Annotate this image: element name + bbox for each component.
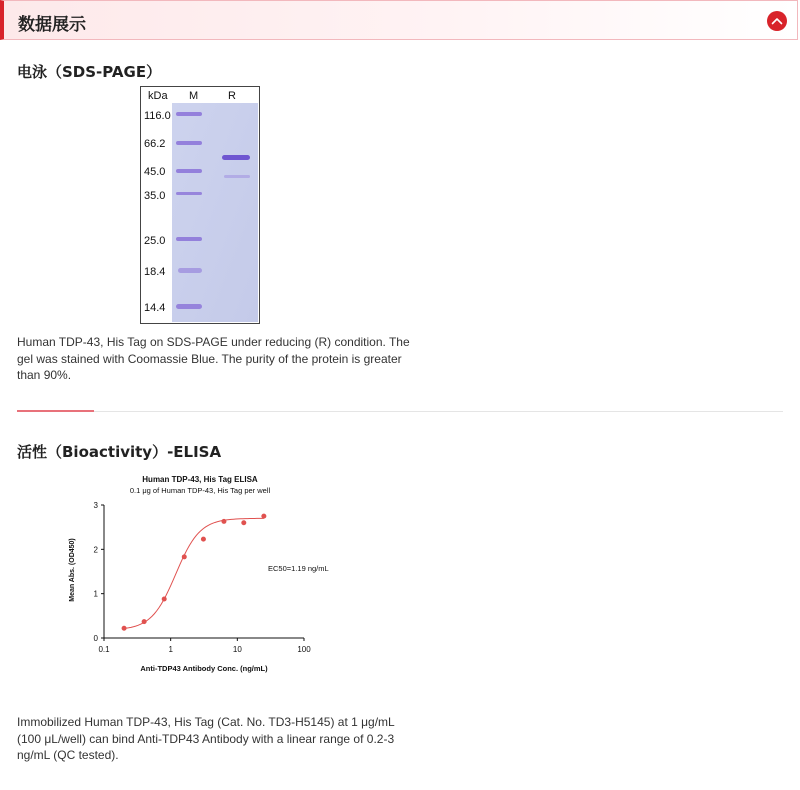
sds-page-title: 电泳（SDS-PAGE） (17, 63, 162, 81)
data-point (122, 626, 127, 631)
elisa-caption (17, 714, 395, 764)
y-tick-label: 1 (93, 589, 98, 599)
y-tick-label: 0 (93, 634, 98, 643)
collapse-button[interactable] (767, 11, 787, 31)
y-tick-label: 3 (93, 501, 98, 510)
x-tick-label: 100 (297, 645, 311, 654)
caption-line: gel was stained with Coomassie Blue. The purity of the protein is greater (17, 351, 402, 366)
fit-curve (124, 518, 264, 628)
sds-page-gel-image (140, 86, 260, 329)
marker-label: 45.0 (144, 166, 166, 178)
data-point (221, 519, 226, 524)
marker-label: 35.0 (144, 190, 166, 202)
x-tick-label: 0.1 (98, 645, 110, 654)
section-divider-accent (17, 410, 94, 412)
lane-label-r: R (228, 90, 236, 102)
lane-label-m: M (189, 90, 199, 102)
x-axis-label: Anti-TDP43 Antibody Conc. (ng/mL) (140, 664, 268, 673)
data-display-header (0, 0, 798, 40)
header-title: 数据展示 (18, 15, 86, 35)
caption-line: Human TDP-43, His Tag on SDS-PAGE under reducing (R) condition. The (17, 335, 410, 349)
elisa-chart (60, 468, 329, 683)
marker-label: 116.0 (144, 110, 171, 122)
y-axis-label: Mean Abs. (OD450) (69, 538, 76, 602)
gel-unit-label: kDa (148, 90, 168, 102)
x-tick-label: 1 (168, 645, 173, 654)
data-point (241, 520, 246, 525)
sds-page-caption (17, 334, 410, 384)
section-divider (17, 411, 783, 412)
chart-title: Human TDP-43, His Tag ELISA (142, 475, 258, 484)
marker-label: 14.4 (144, 302, 166, 314)
y-tick-label: 2 (93, 545, 98, 555)
caption-line: ng/mL (QC tested). (17, 748, 119, 762)
marker-label: 18.4 (144, 266, 166, 278)
data-point (142, 619, 147, 624)
chart-subtitle: 0.1 μg of Human TDP-43, His Tag per well (129, 486, 271, 495)
chevron-up-icon (771, 16, 783, 26)
marker-label: 25.0 (144, 235, 166, 247)
data-point (162, 596, 167, 601)
data-point (201, 537, 206, 542)
x-tick-label: 10 (232, 645, 242, 654)
ec50-annotation: EC50=1.19 ng/mL (268, 564, 329, 573)
caption-line: Immobilized Human TDP-43, His Tag (Cat. No. TD3-H5145) at 1 μg/mL (17, 715, 395, 729)
data-point (182, 554, 187, 559)
caption-line: than 90%. (17, 368, 72, 382)
caption-line: (100 μL/well) can bind Anti-TDP43 Antibody with a linear range of 0.2-3 (17, 731, 395, 746)
marker-label: 66.2 (144, 138, 166, 150)
data-point (261, 514, 266, 519)
elisa-title: 活性（Bioactivity）-ELISA (17, 443, 222, 461)
